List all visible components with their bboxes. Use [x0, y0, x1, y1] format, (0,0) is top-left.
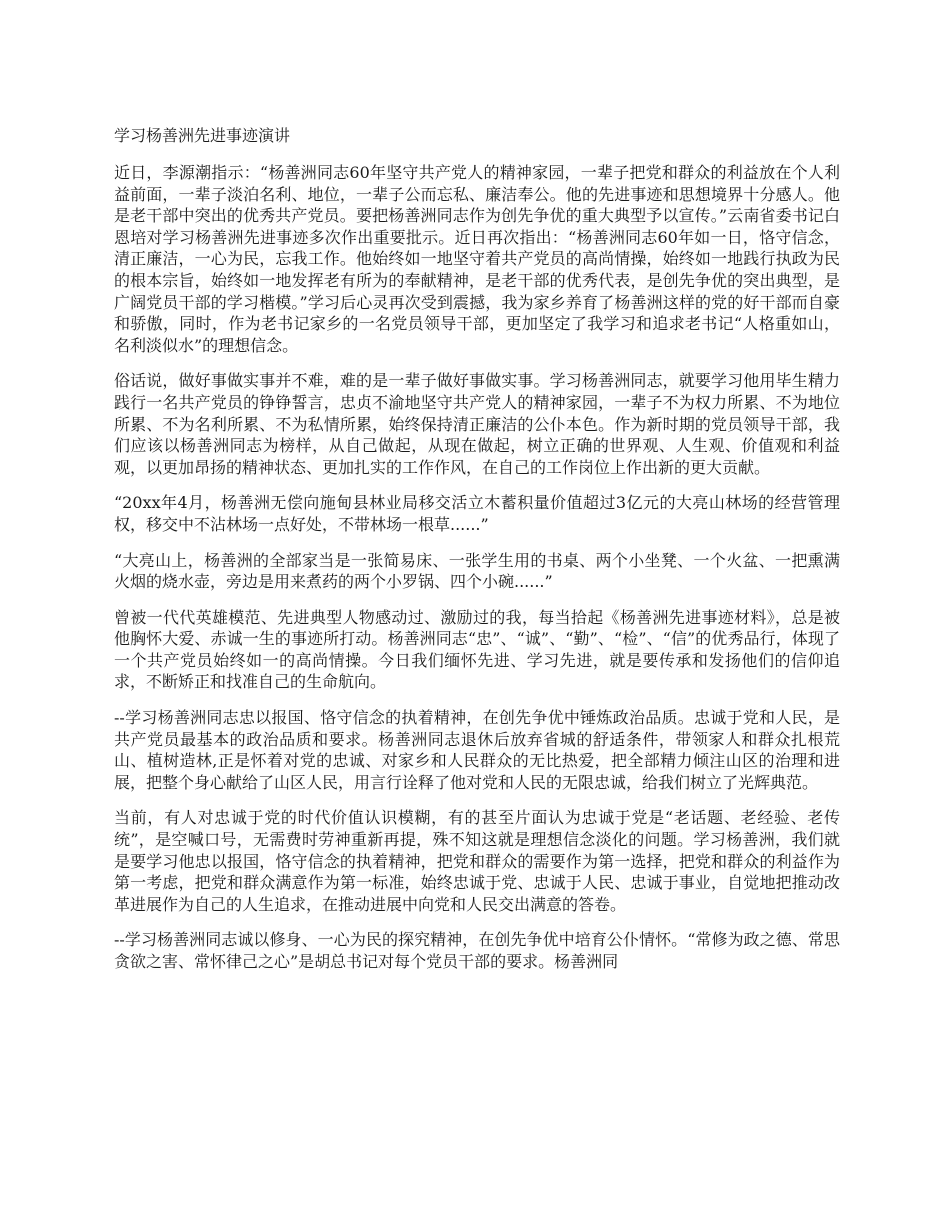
paragraph-6: --学习杨善洲同志忠以报国、恪守信念的执着精神，在创先争优中锤炼政治品质。忠诚于党和人民，是共产党员最基本的政治品质和要求。杨善洲同志退休后放弃省城的舒适条件，带领家人和群众扎根荒山、植树造林,正是怀着对党的忠诚、对家乡和人民群众的无比热爱，把全部精力倾注山区的治理和进展，把整个身心献给了山区人民，用言行诠释了他对党和人民的无限忠诚，给我们树立了光辉典范。: [114, 708, 840, 792]
paragraph-8: --学习杨善洲同志诚以修身、一心为民的探究精神，在创先争优中培育公仆情怀。“常修为政之德、常思贪欲之害、常怀律己之心”是胡总书记对每个党员干部的要求。杨善洲同: [114, 930, 840, 971]
document-page: [114, 126, 840, 987]
paragraph-4: “大亮山上，杨善洲的全部家当是一张简易床、一张学生用的书桌、两个小坐凳、一个火盆、一把熏满火烟的烧水壶，旁边是用来煮药的两个小罗锅、四个小碗......”: [114, 550, 840, 592]
paragraph-7: 当前，有人对忠诚于党的时代价值认识模糊，有的甚至片面认为忠诚于党是“老话题、老经验、老传统”，是空喊口号，无需费时劳神重新再提，殊不知这就是理想信念淡化的问题。学习杨善洲，我们就是要学习他忠以报国，恪守信念的执着精神，把党和群众的需要作为第一选择，把党和群众的利益作为第一考虑，把党和群众满意作为第一标准，始终忠诚于党、忠诚于人民、忠诚于事业，自觉地把推动改革进展作为自己的人生追求，在推动进展中向党和人民交出满意的答卷。: [114, 808, 840, 914]
document-title: 学习杨善洲先进事迹演讲: [114, 126, 291, 145]
paragraph-3: “20xx年4月，杨善洲无偿向施甸县林业局移交活立木蓄积量价值超过3亿元的大亮山林场的经营管理权，移交中不沾林场一点好处，不带林场一根草......”: [114, 493, 840, 534]
paragraph-1: 近日，李源潮指示：“杨善洲同志60年坚守共产党人的精神家园，一辈子把党和群众的利益放在个人利益前面，一辈子淡泊名利、地位，一辈子公而忘私、廉洁奉公。他的先进事迹和思想境界十分感人。他是老干部中突出的优秀共产党员。要把杨善洲同志作为创先争优的重大典型予以宣传。”云南省委书记白恩培对学习杨善洲先进事迹多次作出重要批示。近日再次指出：“杨善洲同志60年如一日，恪守信念，清正廉洁，一心为民，忘我工作。他始终如一地坚守着共产党员的高尚情操，始终如一地践行执政为民的根本宗旨，始终如一地发挥老有所为的奉献精神，是老干部的优秀代表，是创先争优的突出典型，是广阔党员干部的学习楷模。”学习后心灵再次受到震撼，我为家乡养育了杨善洲这样的党的好干部而自豪和骄傲，同时，作为老书记家乡的一名党员领导干部，更加坚定了我学习和追求老书记“人格重如山，名利淡似水”的理想信念。: [114, 163, 840, 355]
paragraph-5: 曾被一代代英雄模范、先进典型人物感动过、激励过的我，每当拾起《杨善洲先进事迹材料》，总是被他胸怀大爱、赤诚一生的事迹所打动。杨善洲同志“忠”、“诚”、“勤”、“检”、“信”的优秀品行，体现了一个共产党员始终如一的高尚情操。今日我们缅怀先进、学习先进，就是要传承和发扬他们的信仰追求，不断矫正和找准自己的生命航向。: [114, 607, 840, 692]
paragraph-2: 俗话说，做好事做实事并不难，难的是一辈子做好事做实事。学习杨善洲同志，就要学习他用毕生精力践行一名共产党员的铮铮誓言，忠贞不渝地坚守共产党人的精神家园，一辈子不为权力所累、不为地位所累、不为名利所累、不为私情所累，始终保持清正廉洁的公仆本色。作为新时期的党员领导干部，我们应该以杨善洲同志为榜样，从自己做起，从现在做起，树立正确的世界观、人生观、价值观和利益观，以更加昂扬的精神状态、更加扎实的工作作风，在自己的工作岗位上作出新的更大贡献。: [114, 371, 840, 477]
